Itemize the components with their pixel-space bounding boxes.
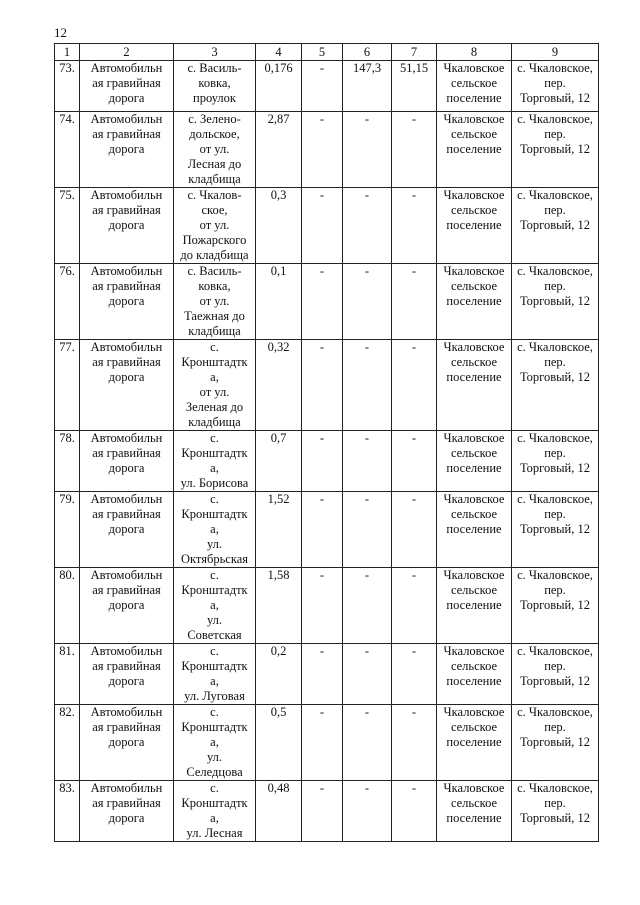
cell-location-text: с. Кронштадтк а, ул. Селедцова [181,705,248,779]
header-row [55,44,599,61]
cell-number-text: 79. [59,492,75,506]
cell-col5 [302,492,343,568]
cell-address-text: с. Чкаловское, пер. Торговый, 12 [517,340,593,384]
cell-address [512,61,599,112]
cell-col5 [302,705,343,781]
cell-road-type [80,340,174,431]
roads-table [54,43,599,842]
cell-length-text: 1,58 [267,568,290,582]
cell-length-text: 0,2 [270,644,287,658]
cell-location [174,340,256,431]
cell-col5-text: - [319,705,325,719]
cell-col6 [343,340,392,431]
table-row [55,705,599,781]
cell-road-type [80,568,174,644]
cell-number-text: 80. [59,568,75,582]
cell-col6 [343,61,392,112]
cell-road-type [80,112,174,188]
cell-address [512,644,599,705]
cell-length-text: 2,87 [267,112,290,126]
col-header-6: 6 [343,44,392,61]
cell-length [256,264,302,340]
cell-col5-text: - [319,112,325,126]
cell-length [256,188,302,264]
cell-location [174,644,256,705]
cell-col6-text: - [364,644,370,658]
cell-number [55,61,80,112]
cell-address-text: с. Чкаловское, пер. Торговый, 12 [517,705,593,749]
cell-number [55,340,80,431]
cell-col7-text: - [411,112,417,126]
cell-col6 [343,781,392,842]
cell-owner-text: Чкаловское сельское поселение [443,431,505,475]
cell-col6 [343,431,392,492]
col-header-8: 8 [437,44,512,61]
cell-road-type [80,264,174,340]
table-row [55,568,599,644]
cell-address-text: с. Чкаловское, пер. Торговый, 12 [517,61,593,105]
cell-road-type-text: Автомобильн ая гравийная дорога [90,781,163,825]
cell-col7 [392,188,437,264]
cell-col7-text: - [411,781,417,795]
cell-owner [437,644,512,705]
cell-owner-text: Чкаловское сельское поселение [443,781,505,825]
table-row [55,492,599,568]
cell-col7-text: - [411,264,417,278]
cell-location-text: с. Кронштадтк а, ул. Борисова [180,431,249,490]
cell-length [256,644,302,705]
cell-col7 [392,705,437,781]
cell-location-text: с. Кронштадтк а, от ул. Зеленая до кладбища [181,340,248,429]
cell-address [512,112,599,188]
cell-owner [437,431,512,492]
cell-road-type-text: Автомобильн ая гравийная дорога [90,112,163,156]
cell-col7-text: - [411,188,417,202]
cell-location [174,705,256,781]
cell-address [512,781,599,842]
cell-col5-text: - [319,781,325,795]
cell-owner [437,188,512,264]
col-header-5: 5 [302,44,343,61]
cell-col6-text: - [364,568,370,582]
cell-length-text: 0,32 [267,340,290,354]
cell-address [512,264,599,340]
cell-col7-text: - [411,705,417,719]
cell-owner-text: Чкаловское сельское поселение [443,188,505,232]
cell-length-text: 0,5 [270,705,287,719]
col-header-7: 7 [392,44,437,61]
cell-length [256,61,302,112]
cell-number-text: 73. [59,61,75,75]
cell-number [55,568,80,644]
cell-col6-text: - [364,264,370,278]
cell-col7-text: 51,15 [399,61,429,75]
cell-road-type-text: Автомобильн ая гравийная дорога [90,61,163,105]
cell-road-type [80,644,174,705]
cell-owner-text: Чкаловское сельское поселение [443,568,505,612]
cell-col5-text: - [319,431,325,445]
cell-address [512,492,599,568]
cell-location [174,112,256,188]
cell-road-type [80,431,174,492]
cell-road-type-text: Автомобильн ая гравийная дорога [90,644,163,688]
cell-location-text: с. Кронштадтк а, ул. Октябрьская [180,492,249,566]
cell-address-text: с. Чкаловское, пер. Торговый, 12 [517,431,593,475]
cell-col5 [302,112,343,188]
cell-col6-text: - [364,188,370,202]
cell-owner [437,568,512,644]
cell-owner-text: Чкаловское сельское поселение [443,644,505,688]
cell-col5 [302,61,343,112]
cell-col5-text: - [319,61,325,75]
cell-road-type-text: Автомобильн ая гравийная дорога [90,431,163,475]
cell-owner [437,112,512,188]
cell-col5 [302,188,343,264]
col-header-1: 1 [55,44,80,61]
cell-address [512,431,599,492]
cell-owner [437,264,512,340]
cell-address-text: с. Чкаловское, пер. Торговый, 12 [517,188,593,232]
cell-number-text: 74. [59,112,75,126]
cell-owner-text: Чкаловское сельское поселение [443,705,505,749]
cell-length-text: 1,52 [267,492,290,506]
cell-length [256,568,302,644]
cell-col5 [302,431,343,492]
cell-number [55,112,80,188]
cell-col5-text: - [319,264,325,278]
cell-location [174,264,256,340]
cell-owner [437,340,512,431]
cell-col5 [302,781,343,842]
cell-col7-text: - [411,492,417,506]
cell-col7 [392,492,437,568]
cell-col7-text: - [411,644,417,658]
cell-location-text: с. Кронштадтк а, ул. Советская [181,568,248,642]
cell-owner [437,492,512,568]
cell-road-type [80,705,174,781]
cell-col7 [392,431,437,492]
cell-location-text: с. Василь- ковка, проулок [187,61,242,105]
table-row [55,112,599,188]
table-row [55,781,599,842]
cell-location [174,492,256,568]
cell-number-text: 81. [59,644,75,658]
cell-number-text: 83. [59,781,75,795]
cell-col7-text: - [411,431,417,445]
cell-number [55,431,80,492]
cell-owner-text: Чкаловское сельское поселение [443,112,505,156]
cell-address-text: с. Чкаловское, пер. Торговый, 12 [517,781,593,825]
cell-location-text: с. Кронштадтк а, ул. Луговая [181,644,248,703]
cell-number [55,781,80,842]
cell-col5-text: - [319,340,325,354]
cell-col7 [392,340,437,431]
cell-road-type-text: Автомобильн ая гравийная дорога [90,568,163,612]
cell-col6-text: 147,3 [352,61,382,75]
col-header-2: 2 [80,44,174,61]
cell-owner [437,61,512,112]
cell-col7 [392,644,437,705]
cell-road-type-text: Автомобильн ая гравийная дорога [90,188,163,232]
table-row [55,264,599,340]
cell-location [174,61,256,112]
cell-col7 [392,61,437,112]
cell-col6-text: - [364,340,370,354]
cell-col6-text: - [364,492,370,506]
cell-address-text: с. Чкаловское, пер. Торговый, 12 [517,112,593,156]
cell-location-text: с. Кронштадтк а, ул. Лесная [181,781,248,840]
cell-col7 [392,112,437,188]
cell-col7 [392,568,437,644]
cell-number [55,644,80,705]
cell-road-type [80,492,174,568]
cell-length [256,340,302,431]
cell-col6 [343,492,392,568]
cell-road-type-text: Автомобильн ая гравийная дорога [90,705,163,749]
cell-owner [437,705,512,781]
cell-col7-text: - [411,340,417,354]
col-header-9: 9 [512,44,599,61]
cell-number-text: 78. [59,431,75,445]
page-number: 12 [54,25,67,40]
cell-col5-text: - [319,492,325,506]
cell-owner-text: Чкаловское сельское поселение [443,492,505,536]
cell-col6 [343,264,392,340]
cell-col6-text: - [364,431,370,445]
cell-address [512,188,599,264]
cell-col5 [302,644,343,705]
cell-col6 [343,112,392,188]
cell-address [512,705,599,781]
cell-length-text: 0,176 [264,61,293,75]
table-row [55,188,599,264]
col-header-3: 3 [174,44,256,61]
table-row [55,644,599,705]
cell-address-text: с. Чкаловское, пер. Торговый, 12 [517,568,593,612]
cell-road-type-text: Автомобильн ая гравийная дорога [90,492,163,536]
cell-owner [437,781,512,842]
cell-location-text: с. Василь- ковка, от ул. Таежная до кладбища [184,264,245,338]
cell-col7-text: - [411,568,417,582]
cell-owner-text: Чкаловское сельское поселение [443,61,505,105]
cell-col7 [392,781,437,842]
cell-owner-text: Чкаловское сельское поселение [443,340,505,384]
table-row [55,431,599,492]
cell-length [256,705,302,781]
cell-address [512,568,599,644]
table-body [55,61,599,842]
cell-number [55,264,80,340]
cell-road-type [80,188,174,264]
cell-col5-text: - [319,644,325,658]
cell-col5 [302,264,343,340]
cell-location [174,188,256,264]
cell-owner-text: Чкаловское сельское поселение [443,264,505,308]
cell-address-text: с. Чкаловское, пер. Торговый, 12 [517,264,593,308]
cell-location [174,781,256,842]
cell-number [55,705,80,781]
cell-number-text: 82. [59,705,75,719]
cell-road-type [80,781,174,842]
table-row [55,340,599,431]
cell-length [256,492,302,568]
cell-location-text: с. Зелено- дольское, от ул. Лесная до кладбища [187,112,242,186]
cell-road-type-text: Автомобильн ая гравийная дорога [90,340,163,384]
cell-length-text: 0,7 [270,431,287,445]
cell-col5-text: - [319,568,325,582]
cell-road-type-text: Автомобильн ая гравийная дорога [90,264,163,308]
cell-col6 [343,568,392,644]
cell-col5 [302,568,343,644]
cell-col7 [392,264,437,340]
cell-location-text: с. Чкалов- ское, от ул. Пожарского до кладбища [180,188,249,262]
cell-length [256,431,302,492]
cell-number [55,492,80,568]
cell-col6 [343,644,392,705]
cell-length [256,112,302,188]
cell-number-text: 77. [59,340,75,354]
cell-col6-text: - [364,781,370,795]
cell-length-text: 0,3 [270,188,287,202]
cell-col5-text: - [319,188,325,202]
cell-col6 [343,188,392,264]
cell-length-text: 0,1 [270,264,287,278]
cell-address-text: с. Чкаловское, пер. Торговый, 12 [517,644,593,688]
cell-address-text: с. Чкаловское, пер. Торговый, 12 [517,492,593,536]
cell-number [55,188,80,264]
cell-number-text: 75. [59,188,75,202]
cell-location [174,568,256,644]
cell-col6 [343,705,392,781]
cell-road-type [80,61,174,112]
table-row [55,61,599,112]
cell-col6-text: - [364,705,370,719]
cell-location [174,431,256,492]
cell-number-text: 76. [59,264,75,278]
cell-col5 [302,340,343,431]
col-header-4: 4 [256,44,302,61]
cell-length [256,781,302,842]
cell-address [512,340,599,431]
table-header [55,44,599,61]
cell-col6-text: - [364,112,370,126]
cell-length-text: 0,48 [267,781,290,795]
